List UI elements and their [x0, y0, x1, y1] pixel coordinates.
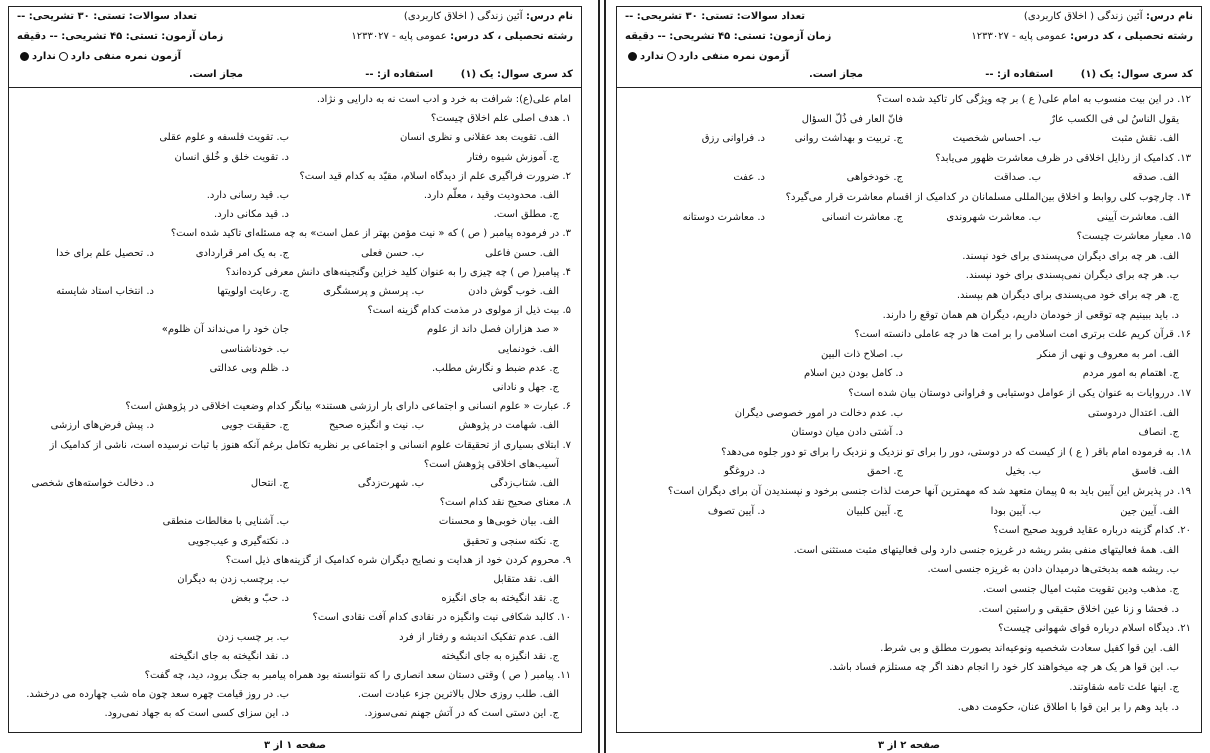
question-text: ۱. هدف اصلی علم اخلاق چیست؟	[430, 113, 571, 125]
question-text: ۱۲. در این بیت منسوب به امام علی( ع ) بر چه ویژگی کار تاکید شده است؟	[876, 94, 1191, 105]
option-text: د. عفت	[733, 172, 765, 184]
field-code: رشته تحصیلی ، کد درس: عمومی پایه - ۱۲۳۳۰۲۷	[351, 31, 573, 42]
option-text: الف. همهٔ فعالیتهای منفی بشر ریشه در غریزه جنسی دارد ولی فعالیتهای مثبت مستثنی است.	[793, 544, 1179, 556]
field-code: رشته تحصیلی ، کد درس: عمومی پایه - ۱۲۳۳۰۲۷	[971, 31, 1193, 42]
radio-checked-icon	[628, 52, 637, 61]
course-title: نام درس: آئین زندگی ( اخلاق کاربردی)	[403, 11, 573, 22]
option-text: فانّ العار فی ذُلّ السؤال	[801, 113, 903, 125]
question-text: ۱۸. به فرموده امام باقر ( ع ) از کیست که در دوستی، دور را برای تو نزدیک و نزدیک را برای تو دور جلوه می‌دهد؟	[721, 446, 1191, 458]
page-frame	[8, 6, 582, 733]
question-text: ۷. ابتلای بسیاری از تحقیقات علوم انسانی و اجتماعی بر نظریه تکامل برغم آنکه هنوز با ثبات نرسیده است، ناشی از کدامیک از	[49, 439, 571, 451]
option-text: ب. صداقت	[994, 172, 1041, 184]
usage-label: استفاده از: --	[985, 69, 1053, 80]
option-text: الف. نقد متقابل	[493, 574, 559, 585]
option-text: ب. در روز قیامت چهره سعد چون ماه شب چهارده می درخشد.	[26, 689, 289, 701]
option-text: د. ظلم وبی عدالتی	[209, 362, 289, 374]
option-text: د. دروغگو	[724, 466, 765, 478]
option-text: یقول الناسُ لی فی الکسب عارٌ	[1050, 113, 1179, 125]
option-text: ب. بر چسب زدن	[217, 631, 289, 643]
option-text: د. تحصیل علم برای خدا	[56, 247, 154, 259]
option-row	[19, 205, 559, 224]
question-text: ۱۳. کدامیک از رذایل اخلاقی در ظرف معاشرت ظهور می‌یابد؟	[935, 152, 1191, 164]
option-text: الف. نقش مثبت	[1111, 133, 1179, 145]
negative-mark: آزمون نمره منفی داردندارد	[17, 51, 181, 62]
option-text: ج. آموزش شیوه رفتار	[467, 151, 559, 163]
option-row	[627, 208, 1179, 228]
option-row	[19, 512, 559, 531]
page-divider	[598, 0, 600, 753]
exam-page-2	[608, 0, 1210, 753]
option-text: د. پیش فرض‌های ارزشی	[50, 420, 154, 432]
option-row	[19, 628, 559, 647]
question-text: ۱۰. کالبد شکافی نیت وانگیزه در نقادی کدام آفت نقادی است؟	[312, 612, 571, 624]
exam-time: زمان آزمون: تستی: ۴۵ تشریحی: -- دقیقه	[625, 31, 832, 42]
option-text: ب. اصلاح ذات البین	[821, 348, 903, 360]
option-text: الف. آیین جین	[1120, 505, 1179, 517]
question-text: ۳. در فرموده پیامبر ( ص ) که « نیت مؤمن بهتر از عمل است» به چه مسئله‌ای تاکید شده است؟	[170, 228, 571, 240]
page-frame	[616, 6, 1202, 733]
option-row	[19, 359, 559, 378]
option-row	[19, 589, 559, 608]
page-divider	[604, 0, 606, 753]
option-row	[19, 532, 559, 551]
option-text: ب. آشنایی با مغالطات منطقی	[162, 516, 289, 528]
option-text: د. آیین تصوف	[707, 505, 765, 517]
radio-icon	[667, 52, 676, 61]
option-text: د. باید ببینیم چه توقعی از خودمان داریم، دیگران هم همان توقع را دارند.	[882, 309, 1179, 321]
option-row	[19, 378, 559, 397]
option-row	[627, 129, 1179, 149]
allowed-label: مجاز است.	[188, 69, 243, 80]
option-text: الف. حسن فاعلی	[485, 247, 559, 259]
question-text: امام علی(ع): شرافت به خرد و ادب است نه به دارایی و نژاد.	[316, 94, 571, 105]
option-text: الف. تقویت بعد عقلانی و نظری انسان	[399, 132, 559, 144]
question-text: ۱۱. پیامبر ( ص ) وقتی دستان سعد انصاری را که نتوانسته بود همراه پیامبر به جنگ برود، دید، چه گفت؟	[144, 670, 571, 681]
option-row	[19, 282, 559, 301]
exam-header	[9, 7, 581, 88]
option-row	[19, 244, 559, 263]
course-title: نام درس: آئین زندگی ( اخلاق کاربردی)	[1023, 11, 1193, 22]
exam-page-1	[0, 0, 590, 753]
option-row	[627, 168, 1179, 188]
option-text: الف. خودنمایی	[497, 343, 559, 355]
question-text: ۱۷. درروایات به عنوان یکی از عوامل دوستیابی و فراوانی دوستان بیان شده است؟	[848, 388, 1191, 399]
option-text: د. باید وهم را بر این قوا با اطلاق عنان، حکومت دهی.	[957, 701, 1179, 713]
allowed-label: مجاز است.	[808, 69, 863, 80]
option-text: الف. محدودیت وقید ، معلّم دارد.	[423, 190, 559, 201]
option-text: الف. خوب گوش دادن	[468, 286, 559, 297]
option-text: ب. شهرت‌زدگی	[357, 478, 424, 489]
option-text: ب. برچسب زدن به دیگران	[177, 574, 289, 585]
option-text: د. نکته‌گیری و عیب‌جویی	[187, 535, 289, 547]
option-text: ج. نکته سنجی و تحقیق	[463, 535, 559, 547]
option-text: ب. هر چه برای دیگران نمی‌پسندی برای خود نپسند.	[965, 270, 1179, 282]
questions-body	[9, 88, 581, 732]
option-text	[19, 378, 289, 397]
option-text: ب. قید رسانی دارد.	[206, 190, 289, 201]
option-text: د. معاشرت دوستانه	[682, 211, 765, 223]
option-text: ج. حقیقت جویی	[221, 420, 289, 432]
question-text: ۱۵. معیار معاشرت چیست؟	[1076, 231, 1191, 243]
option-text: ج. رعایت اولویتها	[217, 286, 289, 297]
option-text: د. تقویت خلق و خُلق انسان	[174, 151, 289, 163]
option-text: ج. تربیت و بهداشت روانی	[794, 133, 903, 145]
option-text: د. قید مکانی دارد.	[214, 209, 289, 221]
option-text: د. حبّ و بغض	[231, 593, 289, 605]
option-text: ب. تقویت فلسفه و علوم عقلی	[159, 132, 289, 144]
option-text: ج. خودخواهی	[846, 172, 903, 184]
option-text: د. دخالت خواسته‌های شخصی	[31, 478, 154, 489]
option-text: ج. جهل و نادانی	[492, 382, 559, 393]
option-row	[19, 685, 559, 704]
option-text: ب. این قوا هر یک هر چه میخواهند کار خود را انجام دهند اگر چه مستلزم فساد باشد.	[829, 662, 1179, 674]
option-row	[627, 423, 1179, 443]
option-text: « صد هزاران فصل داند از علوم	[427, 324, 559, 336]
option-text: ب. بخیل	[1005, 466, 1041, 478]
option-text: ج. عدم ضبط و نگارش مطلب.	[431, 362, 559, 374]
question-text: ۱۶. قرآن کریم علت برتری امت اسلامی را بر امت ها در چه عاملی دانسته است؟	[854, 329, 1191, 341]
question-text: ۱۹. در پذیرش این آیین باید به ۵ پیمان متعهد شد که مهمترین آنها حرمت لذات جنسی برخود و نپسندیدن آن برای دیگران است؟	[667, 486, 1191, 497]
option-text: ج. این دستی است که در آتش جهنم نمی‌سوزد.	[364, 708, 559, 720]
option-text: ج. انصاف	[1138, 427, 1179, 439]
option-text: الف. شتاب‌زدگی	[490, 478, 559, 489]
option-text: ج. نقد انگیزه به جای انگیخته	[441, 650, 559, 662]
option-text: د. نقد انگیخته به جای انگیخته	[169, 650, 289, 662]
option-text: الف. صدقه	[1132, 172, 1179, 184]
page-number: صفحه ۱ از ۳	[264, 740, 326, 751]
question-text: ۱۴. چارچوب کلی روابط و اخلاق بین‌المللی مسلمانان در کدامیک از اقسام معاشرت قرار می‌گیرد؟	[785, 192, 1191, 203]
option-row	[19, 570, 559, 589]
option-row	[627, 364, 1179, 384]
option-row	[19, 704, 559, 723]
exam-time: زمان آزمون: تستی: ۴۵ تشریحی: -- دقیقه	[17, 31, 224, 42]
option-text: ج. اینها علت تامه شقاوتند.	[1069, 682, 1179, 693]
radio-checked-icon	[20, 52, 29, 61]
option-text: ب. پرسش و پرسشگری	[323, 286, 424, 297]
negative-mark: آزمون نمره منفی داردندارد	[625, 51, 789, 62]
option-text: الف. بیان خوبی‌ها و محسنات	[438, 516, 559, 528]
option-row	[627, 345, 1179, 365]
question-count: تعداد سوالات: تستی: ۳۰ تشریحی: --	[625, 11, 806, 22]
option-text: الف. این قوا کفیل سعادت شخصیه ونوعیه‌اند بصورت مطلق و بی شرط.	[880, 642, 1179, 654]
option-row	[19, 128, 559, 147]
option-text: الف. فاسق	[1131, 466, 1179, 478]
option-text: الف. معاشرت آیینی	[1096, 211, 1179, 223]
usage-label: استفاده از: --	[365, 69, 433, 80]
option-row	[627, 404, 1179, 424]
option-text: الف. طلب روزی حلال بالاترین جزء عبادت است.	[357, 689, 559, 701]
question-text: ۴. پیامبر( ص ) چه چیزی را به عنوان کلید خزاین وگنجینه‌های دانش معرفی کرده‌اند؟	[225, 266, 571, 278]
option-text: آسیب‌های اخلاقی پژوهش است؟	[423, 458, 559, 470]
exam-header	[617, 7, 1201, 88]
option-text: ج. به یک امر قراردادی	[195, 247, 289, 259]
radio-icon	[59, 52, 68, 61]
question-text: ۲۰. کدام گزینه درباره عقاید فروید صحیح است؟	[993, 525, 1191, 537]
option-row	[19, 186, 559, 205]
option-text: ج. آیین کلبیان	[846, 505, 903, 517]
option-row	[19, 474, 559, 493]
option-row	[19, 320, 559, 339]
option-row	[627, 110, 1179, 130]
option-row	[19, 416, 559, 435]
option-text: د. کامل بودن دین اسلام	[804, 368, 903, 380]
option-text: ج. انتحال	[250, 478, 289, 489]
question-text: ۶. عبارت « علوم انسانی و اجتماعی دارای بار ارزشی هستند» بیانگر کدام وضعیت اخلاقی در پژوهش است؟	[125, 401, 571, 413]
option-text: ب. معاشرت شهروندی	[946, 211, 1041, 223]
option-text: الف. امر به معروف و نهی از منکر	[1037, 348, 1179, 360]
series-code: کد سری سوال: یک (۱)	[460, 69, 573, 80]
option-row	[19, 647, 559, 666]
option-text: الف. اعتدال دردوستی	[1087, 407, 1179, 419]
option-text: ج. احمق	[867, 466, 903, 478]
option-text: الف. شهامت در پژوهش	[458, 420, 559, 432]
option-text: الف. عدم تفکیک اندیشه و رفتار از فرد	[399, 631, 559, 643]
option-text: ج. اهتمام به امور مردم	[1082, 368, 1179, 380]
question-count: تعداد سوالات: تستی: ۳۰ تشریحی: --	[17, 11, 198, 22]
option-text: ج. مطلق است.	[493, 209, 559, 221]
option-text: ب. عدم دخالت در امور خصوصی دیگران	[734, 407, 903, 419]
option-text: جان خود را می‌نداند آن ظلوم»	[161, 324, 289, 336]
option-row	[627, 502, 1179, 522]
option-row	[19, 148, 559, 167]
option-text: ج. مذهب ودین تقویت مثبت امیال جنسی است.	[982, 584, 1179, 595]
question-text: ۹. محروم کردن خود از هدایت و نصایح دیگران شره کدامیک از گزینه‌های ذیل است؟	[225, 554, 571, 566]
option-text: ج. هر چه برای خود می‌پسندی برای دیگران هم بپسند.	[956, 290, 1179, 301]
option-row	[19, 340, 559, 359]
series-code: کد سری سوال: یک (۱)	[1080, 69, 1193, 80]
question-text: ۲. ضرورت فراگیری علم از دیدگاه اسلام، مقیّد به کدام قید است؟	[299, 170, 571, 182]
questions-body	[617, 88, 1201, 732]
question-text: ۵. بیت ذیل از مولوی در مذمت کدام گزینه است؟	[367, 305, 571, 317]
option-row	[627, 462, 1179, 482]
page-number: صفحه ۲ از ۳	[878, 740, 940, 751]
option-text: ب. احساس شخصیت	[952, 133, 1041, 145]
question-text: ۸. معنای صحیح نقد کدام است؟	[439, 497, 571, 509]
option-text: ب. ریشه همه بدبختی‌ها درمیدان دادن به غریزه جنسی است.	[927, 564, 1179, 576]
option-text: د. فراوانی رزق	[701, 133, 765, 145]
option-text: د. این سزای کسی است که به جهاد نمی‌رود.	[104, 708, 289, 720]
option-text: الف. هر چه برای دیگران می‌پسندی برای خود نپسند.	[962, 250, 1179, 262]
question-text: ۲۱. دیدگاه اسلام درباره قوای شهوانی چیست؟	[998, 623, 1191, 635]
option-text: ب. آیین بودا	[990, 505, 1041, 517]
option-text: د. انتخاب استاد شایسته	[56, 286, 154, 297]
option-text: ب. نیت و انگیزه صحیح	[328, 420, 424, 432]
option-text: د. آشتی دادن میان دوستان	[791, 427, 903, 439]
option-text: ج. نقد انگیخته به جای انگیزه	[441, 593, 559, 605]
option-text: ب. حسن فعلی	[361, 247, 424, 259]
option-text: د. فحشا و زنا عین اخلاق حقیقی و راستین است.	[978, 603, 1179, 615]
option-text: ب. خودناشناسی	[220, 343, 289, 355]
option-text: ج. معاشرت انسانی	[821, 211, 903, 223]
